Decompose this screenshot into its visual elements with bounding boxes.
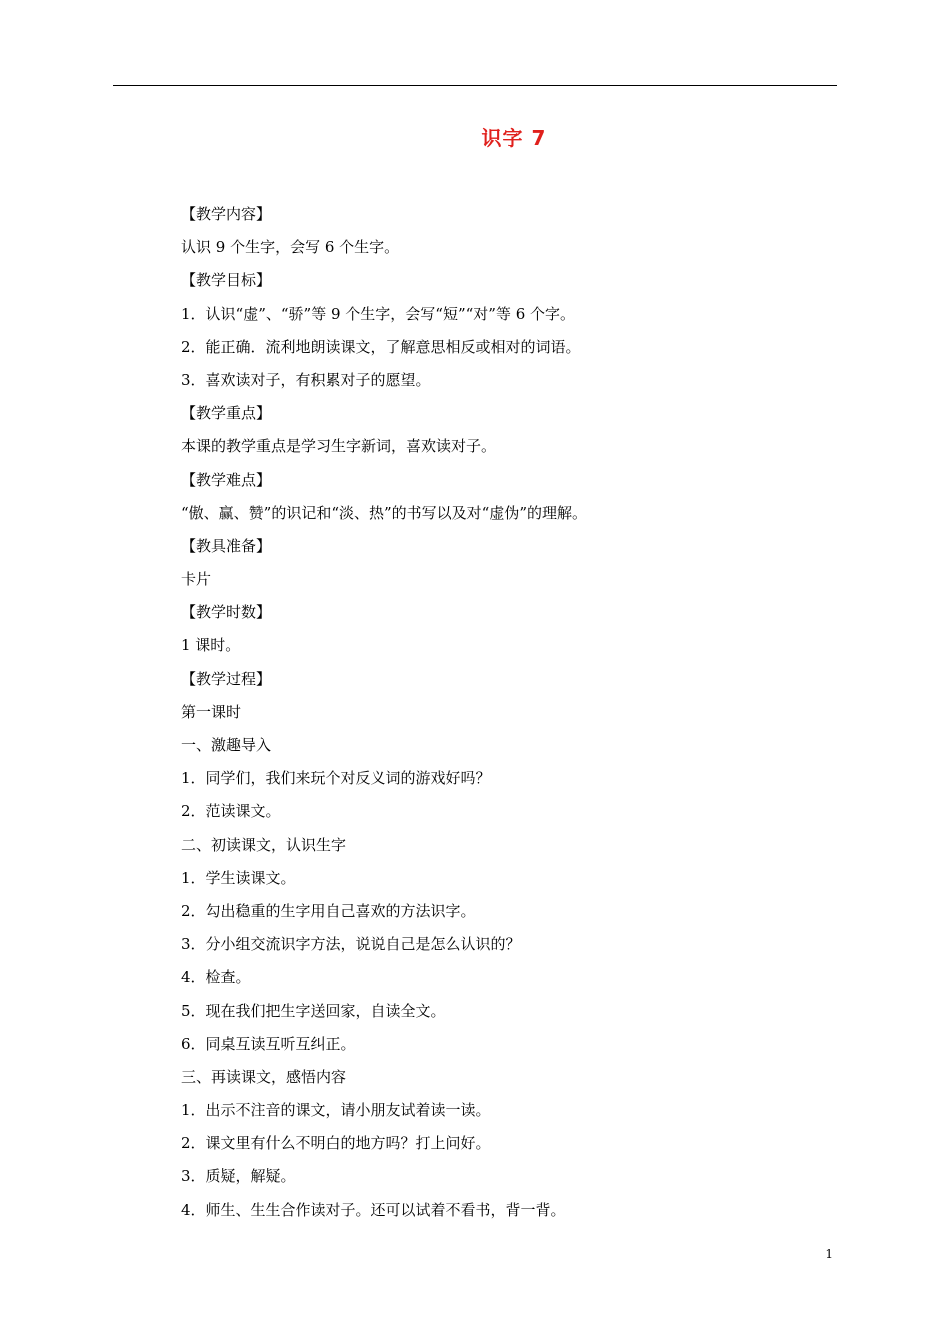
body-line: 认识 9 个生字，会写 6 个生字。 — [181, 238, 400, 257]
document-body — [181, 198, 841, 1227]
body-line: 6．同桌互读互听互纠正。 — [181, 1034, 356, 1053]
body-line: 第一课时 — [181, 702, 242, 721]
body-line: 1．学生读课文。 — [181, 868, 296, 887]
body-line: 2．范读课文。 — [181, 802, 281, 821]
body-line: 1．认识“虚”、“骄”等 9 个生字，会写“短”“对”等 6 个字。 — [181, 304, 576, 323]
body-line: 二、初读课文，认识生字 — [181, 835, 347, 854]
body-line: 【教学过程】 — [181, 669, 272, 688]
body-line: “傲、赢、赞”的识记和“淡、热”的书写以及对“虚伪”的理解。 — [181, 503, 588, 522]
body-line: 1．出示不注音的课文，请小朋友试着读一读。 — [181, 1101, 491, 1120]
body-line: 1．同学们，我们来玩个对反义词的游戏好吗？ — [181, 769, 491, 788]
body-line: 三、再读课文，感悟内容 — [181, 1067, 347, 1086]
body-line: 卡片 — [181, 570, 212, 589]
body-line: 4．师生、生生合作读对子。还可以试着不看书，背一背。 — [181, 1200, 566, 1219]
body-line: 3．分小组交流识字方法，说说自己是怎么认识的？ — [181, 935, 521, 954]
body-line: 2．课文里有什么不明白的地方吗？打上问好。 — [181, 1134, 491, 1153]
body-line: 【教学重点】 — [181, 404, 272, 423]
header-rule — [113, 85, 837, 86]
body-line: 【教具准备】 — [181, 536, 272, 555]
body-line: 本课的教学重点是学习生字新词，喜欢读对子。 — [181, 437, 497, 456]
body-line: 2．勾出稳重的生字用自己喜欢的方法识字。 — [181, 901, 476, 920]
body-line: 【教学内容】 — [181, 205, 272, 223]
body-line: 1 课时。 — [181, 636, 241, 655]
body-line: 【教学时数】 — [181, 603, 272, 622]
body-line: 一、激趣导入 — [181, 736, 272, 754]
body-line: 5．现在我们把生字送回家，自读全文。 — [181, 1001, 446, 1020]
document-title: 识字 7 — [481, 126, 547, 150]
body-line: 3．喜欢读对子，有积累对子的愿望。 — [181, 370, 431, 389]
body-line: 4．检查。 — [181, 968, 251, 987]
body-line: 【教学难点】 — [181, 470, 272, 489]
page-number: 1 — [825, 1247, 833, 1261]
body-line: 【教学目标】 — [181, 271, 272, 290]
body-line: 2．能正确．流利地朗读课文，了解意思相反或相对的词语。 — [181, 337, 581, 356]
body-line: 3．质疑，解疑。 — [181, 1167, 296, 1186]
